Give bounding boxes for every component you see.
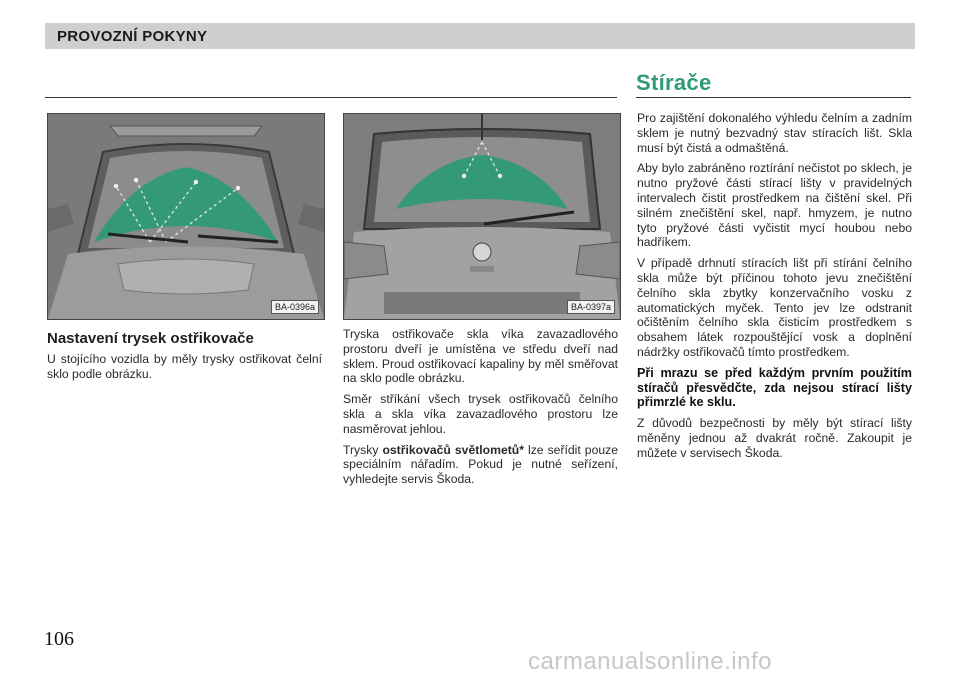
windshield-washer-illustration bbox=[48, 114, 324, 319]
tailgate-washer-illustration bbox=[344, 114, 620, 319]
paragraph: Tryska ostřikovače skla víka zavazadlového prostoru dveří je umístěna ve středu dveří nad sklem. Proud ostřikovací kapaliny by měl směřovat na sklo podle obrázku. bbox=[343, 327, 618, 386]
paragraph: Směr stříkání všech trysek ostřikovačů čelního skla a skla víka zavazadlového prostoru lze nasměrovat jehlou. bbox=[343, 392, 618, 436]
paragraph: Z důvodů bezpečnosti by měly být stírací lišty měněny jednou až dvakrát ročně. Zakoupit je můžete v servisech Škoda. bbox=[637, 416, 912, 460]
column-2 bbox=[343, 327, 618, 493]
headlight-washer-term: ostřikovačů světlometů* bbox=[382, 442, 524, 457]
subheading-washer-jets: Nastavení trysek ostřikovače bbox=[47, 330, 254, 347]
page-number: 106 bbox=[44, 628, 74, 650]
section-title-underline bbox=[636, 97, 911, 98]
frost-warning: Při mrazu se před každým prvním použitím stíračů přesvědčte, zda nejsou stírací lišty přimrzlé ke sklu. bbox=[637, 365, 912, 410]
section-title: Stírače bbox=[636, 70, 712, 95]
header-bar bbox=[45, 23, 915, 49]
figure-label: BA-0396a bbox=[271, 300, 319, 314]
divider-rule bbox=[45, 97, 617, 98]
column-3 bbox=[637, 111, 912, 467]
header-title: PROVOZNÍ POKYNY bbox=[57, 28, 208, 45]
paragraph: Pro zajištění dokonalého výhledu čelním a zadním sklem je nutný bezvadný stav stíracích lišt. Skla musí být čistá a odmaštěná. bbox=[637, 111, 912, 155]
paragraph: V případě drhnutí stíracích lišt při stírání čelního skla může být příčinou tohoto jevu znečištění čelního skla zbytky konzervačního vosku z automatických myček. Tento jev lze odstranit očištěním čelního skla čisticím prostředkem s obsahem látek rozpouštějící vosk a doplnění nádržky ostřikovačů tímto prostředkem. bbox=[637, 256, 912, 359]
column-1 bbox=[47, 352, 322, 388]
figure-windshield bbox=[47, 113, 325, 320]
figure-label: BA-0397a bbox=[567, 300, 615, 314]
figure-rear-window bbox=[343, 113, 621, 320]
paragraph: Trysky ostřikovačů světlometů* lze seřídit pouze speciálním nářadím. Pokud je nutné seřízení, vyhledejte servis Škoda. bbox=[343, 442, 618, 487]
paragraph: U stojícího vozidla by měly trysky ostřikovat čelní sklo podle obrázku. bbox=[47, 352, 322, 381]
paragraph: Aby bylo zabráněno roztírání nečistot po sklech, je nutno pryžové části stírací lišty v pravidelných intervalech čistit prostředkem na čištění skel. Při silném znečištění skel, např. hmyzem, je nutno tyto pryžové části vyčistit mycí houbou nebo hadříkem. bbox=[637, 161, 912, 250]
watermark: carmanualsonline.info bbox=[528, 648, 772, 675]
